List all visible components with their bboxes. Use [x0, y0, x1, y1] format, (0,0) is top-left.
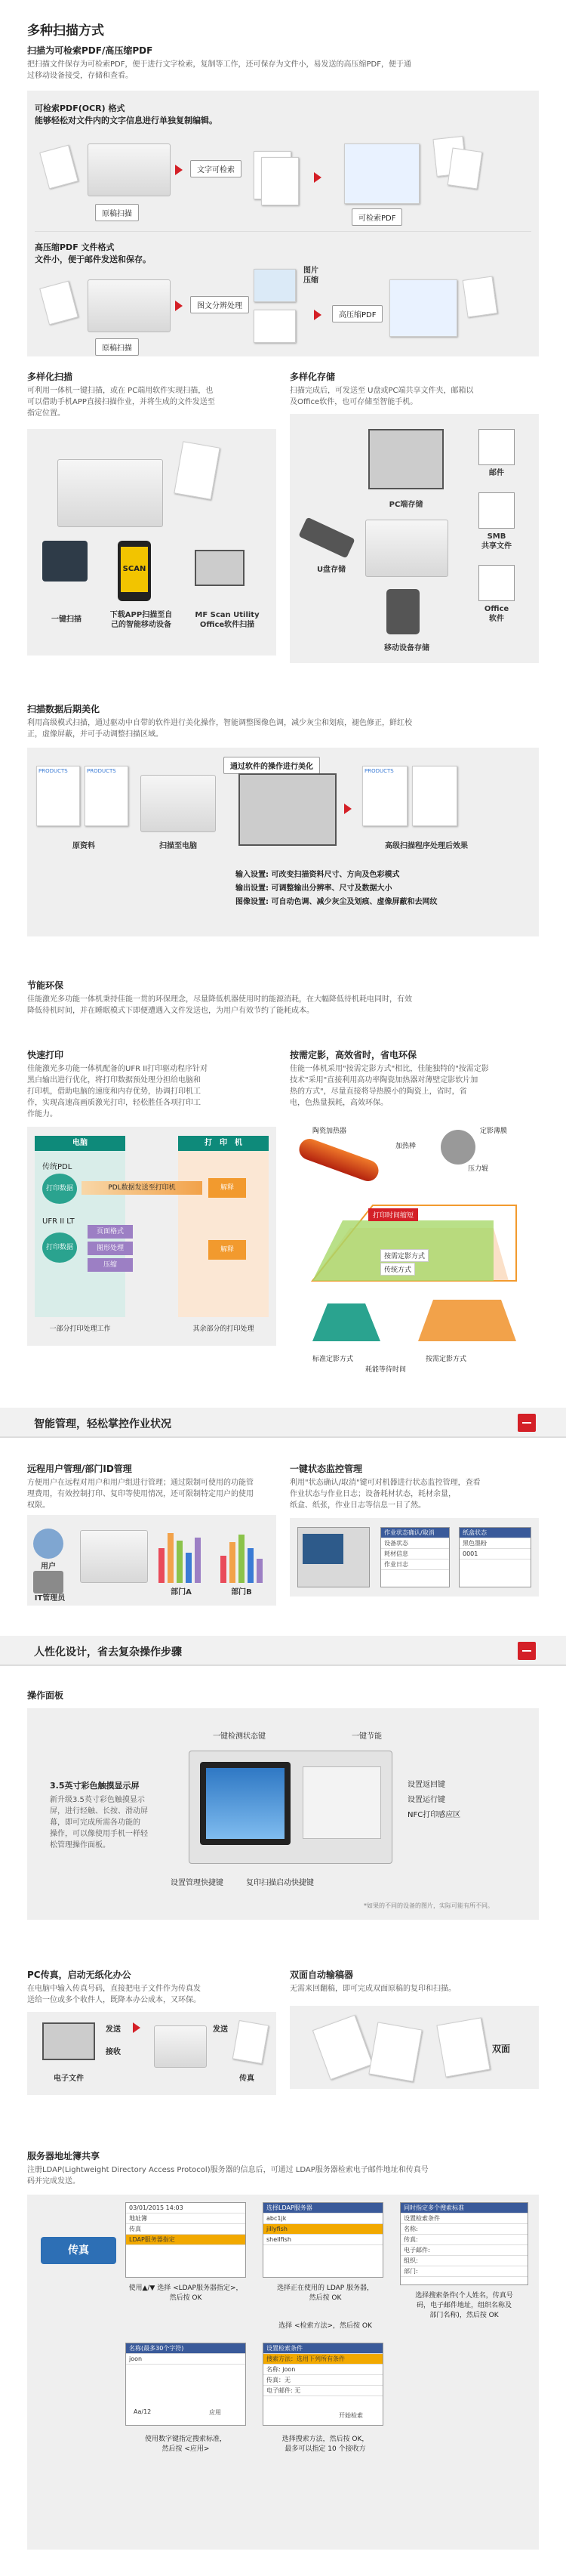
products-text: PRODUCTS [87, 768, 116, 774]
ui-row[interactable]: 传真 [126, 2224, 245, 2235]
ui-row: 传真：无 [263, 2375, 383, 2386]
result-doc-icon [412, 766, 457, 826]
title-beautify: 扫描数据后期美化 [27, 704, 100, 714]
desc-line: 佳能一体机采用"按需定影方式"相比，佳能独特的"按需定影 [290, 1065, 489, 1073]
title-on-demand: 按需定影，高效省时，省电环保 [290, 1050, 417, 1060]
film-label: 定影薄膜 [480, 1128, 508, 1135]
ui-row[interactable]: jillyfish [263, 2224, 383, 2235]
image-format: 图形处理 [88, 1242, 133, 1255]
hc-out-label: 高压缩PDF [332, 305, 383, 322]
pdl-process: 解释 [208, 1178, 246, 1198]
monitor-icon [238, 773, 337, 846]
panel-note: *如果的不同的设备的图片，实际可能有所不同。 [364, 1902, 494, 1909]
desc-line: 注册LDAP(Lightweight Directory Access Protocol)服务器的信息后，可通过 LDAP服务器检索电子邮件地址和传真号 [27, 2166, 429, 2174]
desc-line: 可利用一体机一键扫描，或在 PC端用软件实现扫描，也 [27, 387, 214, 395]
ocr-out-label: 可检索PDF [352, 208, 402, 226]
desc-pdf [27, 59, 540, 82]
deptA-label: 部门A [171, 1588, 192, 1597]
desc-line: 及Office软件，也可存储至智能手机。 [290, 398, 418, 406]
ldap-caption-2 [254, 2284, 397, 2303]
app-line: 下载APP扫描至自 [109, 611, 173, 619]
office-line: 软件 [489, 615, 504, 623]
desc-line: 指定位置。 [27, 409, 65, 418]
heater-label: 陶瓷加热器 [312, 1128, 347, 1135]
ui-row: 电子邮件: 无 [263, 2386, 383, 2396]
user-icon [33, 1529, 63, 1559]
setting-item: 图像设置: 可自动色调、减少灰尘及划痕、虚像屏蔽和去网纹 [235, 898, 438, 906]
cap-line: 选择正在使用的 LDAP 服务器， [276, 2284, 374, 2292]
cap-line: 码，电子邮件地址，组织名称及 [416, 2302, 512, 2309]
ui-key[interactable]: 开始检索 [339, 2412, 363, 2419]
pdl-data-circle: 打印数据 [42, 1174, 77, 1204]
duplex-label: 双面 [492, 2044, 511, 2054]
ui-row[interactable]: 传真: [401, 2235, 528, 2245]
ui-row: 0001 [460, 1549, 531, 1559]
printer-icon [154, 2025, 207, 2068]
ui-key[interactable]: 应用 [209, 2409, 221, 2416]
ui-row[interactable]: 组织: [401, 2256, 528, 2266]
pc-monitor-icon [368, 429, 444, 489]
arrow-right-icon [314, 172, 321, 183]
ui-row: 同时指定多个搜索标准 [401, 2203, 528, 2214]
key-status-label: 一键检测状态键 [213, 1732, 266, 1741]
mail-icon [478, 429, 515, 465]
it-admin-icon [33, 1571, 63, 1593]
desc-line: 新升级3.5英寸彩色触摸显示 [50, 1796, 145, 1804]
hc-pdf-screen-icon [389, 279, 457, 337]
lcd-screen[interactable] [206, 1768, 285, 1839]
setting-item: 输出设置: 可调整输出分辨率、尺寸及数据大小 [235, 884, 392, 893]
printer-icon [140, 775, 216, 832]
title-ldap: 服务器地址簿共享 [27, 2151, 100, 2161]
desc-line: 方便用户在远程对用户和用户组进行管理；通过限制可使用的功能管 [27, 1479, 254, 1487]
output-page-icon [463, 276, 498, 317]
desc-line: 松管理操作面板。 [50, 1841, 110, 1849]
fax-key[interactable]: 传真 [41, 2237, 116, 2264]
mf-line: MF Scan Utility [195, 611, 260, 619]
ui-row[interactable]: 作业状态确认/取消 [381, 1528, 449, 1538]
ui-row: 03/01/2015 14:03 [126, 2203, 245, 2214]
ocr-pdf-screen-icon [344, 143, 420, 204]
desc-line: 扫描完成后，可发送至 U盘或PC端共享文件夹，邮箱以 [290, 387, 474, 395]
ufr-data-circle: 打印数据 [42, 1232, 77, 1263]
control-panel-panel [27, 1708, 539, 1920]
ufr-process: 解释 [208, 1240, 246, 1260]
mf-label [186, 610, 269, 630]
desc-line: 屏，进行轻触、长按、滑动屏 [50, 1807, 148, 1816]
ldap-caption-4: 选择 <检索方法>，然后按 OK [278, 2322, 372, 2330]
hc-title: 高压缩PDF 文件格式 [35, 242, 115, 252]
desc-line: 利用高级模式扫描，通过驱动中自带的软件进行美化操作，智能调整图像色调，减少灰尘和划痕，褪色修正，鲜红校 [27, 719, 412, 727]
source-doc-icon [36, 766, 80, 826]
heat-time-label: 打印时间缩短 [368, 1208, 418, 1221]
it-label: IT管理员 [34, 1594, 66, 1603]
lcd-frame [200, 1762, 291, 1845]
page-format: 页面格式 [88, 1225, 133, 1239]
arrow-right-icon [314, 310, 321, 320]
usb-drive-icon [298, 517, 355, 559]
ui-row: 名称(最多30个字符) [126, 2343, 245, 2354]
desc-pc-fax [27, 1983, 276, 2006]
desc-line: 操作，可以像使用手机一样轻 [50, 1830, 148, 1838]
ocr-doc-icon [261, 157, 299, 205]
computer-header: 电脑 [35, 1136, 125, 1151]
send-label-2: 发送 [213, 2025, 228, 2034]
scan-app-screen: SCAN [121, 547, 148, 592]
original-doc-icon [39, 145, 78, 190]
ui-row: 设置检索条件 [263, 2343, 383, 2354]
pressure-label: 压力辊 [468, 1165, 489, 1173]
fast-print-panel [27, 1127, 276, 1346]
title-pc-fax: PC传真，启动无纸化办公 [27, 1970, 131, 1980]
ldap-caption-1 [110, 2284, 261, 2303]
one-key-label: 一键扫描 [51, 615, 82, 624]
monitor-icon [42, 2022, 95, 2060]
fax-label: 传真 [239, 2075, 254, 2083]
ui-row: 设置检索条件 [401, 2214, 528, 2224]
office-line: Office [484, 605, 509, 613]
multi-scan-panel [27, 429, 276, 656]
pc-part-label: 一部分打印处理工作 [49, 1325, 111, 1333]
ocr-desc: 能够轻松对文件内的文字信息进行单独复制编辑。 [35, 116, 217, 125]
status-ui-menu [380, 1527, 450, 1587]
desc-line: 权限。 [27, 1501, 50, 1510]
cap-line: 部门名称)，然后按 OK [429, 2312, 499, 2319]
compress: 压缩 [88, 1258, 133, 1272]
printer-icon [80, 1530, 148, 1583]
office-label [474, 604, 519, 624]
pdl-line: PDL数据发送至打印机 [82, 1181, 202, 1195]
desc-line: 送给一位或多个收件人，既降本办公成本，又环保。 [27, 1996, 201, 2004]
office-icon [478, 565, 515, 601]
printer-column [178, 1151, 269, 1317]
user-label: 用户 [41, 1563, 56, 1571]
panel-device-icon [297, 1527, 370, 1587]
section-title-scan-modes: 多种扫描方式 [27, 23, 104, 39]
cap-line: 然后按 OK [169, 2294, 202, 2302]
ui-row[interactable]: 搜索方法：选用下列所有条件 [263, 2354, 383, 2365]
desc-line: 理费用，有效控制打印、复印等使用情况，还可限制特定用户的使用 [27, 1490, 254, 1498]
hc-desc: 文件小，便于邮件发送和保存。 [35, 255, 151, 264]
cap-line: 选择搜索条件(个人姓名，传真号 [415, 2292, 513, 2300]
left-title-multi-scan: 多样化扫描 [27, 372, 73, 382]
key-run-label: 设置运行键 [408, 1796, 445, 1804]
smartphone-icon [118, 541, 151, 601]
desc-line: 黑白输出进行优化，将打印数据预处理分担给电脑和 [27, 1076, 201, 1084]
pc-label: PC端存储 [389, 501, 423, 509]
mail-label: 邮件 [489, 469, 504, 477]
usb-label: U盘存储 [316, 566, 346, 574]
hc-split-label: 图文分辨处理 [190, 296, 249, 313]
arrow-right-icon [344, 804, 352, 814]
image-layer-icon [254, 269, 296, 302]
desc-line: 码并完成发送。 [27, 2177, 80, 2186]
dept-bar-chart [155, 1526, 269, 1583]
ldap-caption-3 [400, 2291, 528, 2321]
printer-icon [57, 459, 163, 527]
nfc-label: NFC打印感应区 [408, 1811, 461, 1819]
section-bar-title: 智能管理，轻松掌控作业状况 [34, 1418, 171, 1430]
ocr-title: 可检索PDF(OCR) 格式 [35, 103, 125, 113]
smb-line: 共享文件 [481, 542, 512, 551]
title-control-panel: 操作面板 [27, 1690, 64, 1701]
send-label: 发送 [106, 2025, 121, 2034]
desc-line: 在电脑中输入传真号码，直接把电子文件作为传真发 [27, 1985, 201, 1993]
receive-label: 接收 [106, 2048, 121, 2056]
legend1: 按需定影方式 [380, 1249, 429, 1262]
legend2: 传统方式 [380, 1263, 415, 1276]
desc-multi-store [290, 385, 539, 408]
smb-line: SMB [487, 532, 506, 541]
status-ui-detail [459, 1527, 531, 1587]
desc-ldap [27, 2164, 540, 2187]
title-fast-print: 快速打印 [27, 1050, 64, 1060]
key-back-label: 设置返回键 [408, 1781, 445, 1789]
desc-line: 幕，即可完成所需各功能的 [50, 1819, 140, 1827]
collapse-button[interactable] [518, 1414, 536, 1432]
keypad[interactable] [303, 1766, 381, 1839]
duplex-page-icon [436, 2017, 490, 2077]
remote-management-panel [27, 1515, 276, 1606]
hc-img: 图片 [303, 267, 318, 275]
smb-label [474, 532, 519, 551]
desc-line: 作业状态与作业日志；设备耗材状态，耗材余量， [290, 1490, 456, 1498]
desc-line: 可以借助手机APP直接扫描作业，并将生成的文件发送至 [27, 398, 215, 406]
desc-remote-management [27, 1477, 276, 1511]
desc-fast-print [27, 1063, 276, 1120]
ocr-scan-label: 原稿扫描 [95, 204, 139, 221]
duplex-panel [290, 2006, 539, 2089]
section-bar-management [0, 1408, 566, 1438]
result-doc-icon [362, 766, 408, 826]
right-title-multi-store: 多样化存储 [290, 372, 336, 382]
mf-line: Office软件扫描 [199, 621, 255, 629]
ui-row[interactable]: LDAP服务器指定 [126, 2235, 245, 2245]
control-panel-icon [42, 541, 88, 582]
desc-eco [27, 994, 540, 1017]
printer-header: 打 印 机 [178, 1136, 269, 1151]
desc-multi-scan [27, 385, 276, 419]
ui-row[interactable]: 作业日志 [381, 1559, 449, 1570]
scanner-label: 扫描至电脑 [159, 842, 197, 850]
settings-list [235, 868, 522, 909]
software-label: 通过软件的操作进行美化 [223, 757, 320, 774]
pc-fax-panel [27, 2012, 276, 2095]
cap-line: 然后按 OK [309, 2294, 342, 2302]
ui-row[interactable]: 耗材信息 [381, 1549, 449, 1559]
key-eco-label: 一键节能 [352, 1732, 382, 1741]
smb-icon [478, 492, 515, 529]
printer-icon [88, 143, 171, 196]
ui-row[interactable]: shellfish [263, 2235, 383, 2245]
efile-label: 电子文件 [54, 2075, 84, 2083]
axis-label: 耗能等待时间 [365, 1366, 407, 1374]
cap-line: 选择搜索方法，然后按 OK， [281, 2436, 369, 2443]
hc-scan-label: 原稿扫描 [95, 338, 139, 356]
ldap-caption-6 [254, 2435, 397, 2454]
film-icon [441, 1130, 475, 1165]
desc-line: 佳能激光多功能一体机配备的UFR II打印驱动程序针对 [27, 1065, 208, 1073]
lcd-title: 3.5英寸彩色触摸显示屏 [50, 1781, 140, 1791]
control-panel-device [189, 1751, 392, 1864]
arrow-right-icon [175, 165, 183, 175]
desc-line: 正，虚像屏蔽，并可手动调整扫描区域。 [27, 730, 163, 739]
ldap-ui-2 [263, 2202, 383, 2278]
desc-line: 技术"采用"直接利用高功率陶瓷加热器对薄壁定影软片加 [290, 1076, 478, 1084]
desc-line: 纸盒、纸张，作业日志等信息一目了然。 [290, 1501, 426, 1510]
beautify-panel [27, 748, 539, 936]
duplex-page-icon [312, 2015, 373, 2080]
desc-line: 佳能激光多功能一体机秉持佳能一贯的环保理念，尽量降低机器使用时的能源消耗，在大幅降低待机耗电同时，有效 [27, 995, 412, 1004]
desc-line: 过移动设备接受，存储和查看。 [27, 72, 133, 80]
desc-duplex: 无需来回翻稿，即可完成双面原稿的复印和扫描。 [290, 1985, 456, 1993]
printer-part-label: 其余部分的打印处理 [192, 1325, 254, 1333]
hc-cmp: 压缩 [303, 276, 318, 285]
title-duplex: 双面自动输稿器 [290, 1970, 354, 1980]
ui-row: 名称: joon [263, 2365, 383, 2375]
subtitle-pdf: 扫描为可检索PDF/高压缩PDF [27, 45, 153, 56]
monitor-icon [195, 550, 245, 586]
pdl-label: 传统PDL [42, 1163, 72, 1171]
ui-row[interactable]: 名称: [401, 2224, 528, 2235]
text-layer-icon [254, 310, 296, 343]
hc-img-label [303, 266, 334, 285]
duplex-page-icon [368, 2022, 422, 2081]
arrow-right-icon [175, 301, 183, 311]
ondemand-label: 按需定影方式 [426, 1356, 467, 1363]
original-doc-icon [39, 281, 78, 325]
collapse-button[interactable] [518, 1642, 536, 1660]
ldap-ui-4 [125, 2343, 246, 2426]
desc-line: 热的方式"，尽量直接将导热膜小的陶瓷上，省时，省 [290, 1087, 467, 1096]
std-label: 标准定影方式 [312, 1356, 354, 1363]
cap-line: 使用数字键指定搜索标准， [144, 2436, 226, 2443]
panel-screen [303, 1534, 343, 1564]
products-text: PRODUCTS [38, 768, 68, 774]
section-bar-title: 人性化设计，省去复杂操作步骤 [34, 1646, 182, 1658]
fax-doc-icon [232, 2020, 269, 2064]
deptB-label: 部门B [231, 1588, 252, 1597]
desc-line: 利用"状态确认/取消"键可对机器进行状态监控管理，查看 [290, 1479, 481, 1487]
mobile-icon [386, 589, 420, 634]
desc-status-monitor [290, 1477, 539, 1511]
multi-store-panel [290, 414, 539, 663]
ufr-label: UFR II LT [42, 1217, 75, 1226]
desc-line: 作，实现高速高画质激光打印，轻松胜任各项打印工 [27, 1099, 201, 1107]
desc-beautify [27, 717, 540, 740]
desc-line: 作能力。 [27, 1110, 57, 1118]
source-doc-icon [85, 766, 128, 826]
printer-icon [88, 279, 171, 332]
printer-icon [365, 520, 448, 577]
ui-row[interactable]: 地址簿 [126, 2214, 245, 2224]
arrow-right-icon [133, 2022, 140, 2033]
energy-chart [305, 1296, 524, 1349]
ui-row: 纸盒状态 [460, 1528, 531, 1538]
ui-row: 黑色墨粉 [460, 1538, 531, 1549]
desc-line: 打印机，借助电脑的速度和内存优势，协调打印机工 [27, 1087, 201, 1096]
ldap-ui-3 [400, 2202, 528, 2285]
on-demand-panel [290, 1115, 539, 1374]
ldap-ui-5 [263, 2343, 383, 2426]
lcd-desc [50, 1794, 178, 1851]
title-remote-management: 远程用户管理/部门ID管理 [27, 1464, 132, 1474]
document-icon [174, 441, 220, 500]
roller-label: 加热棒 [395, 1143, 417, 1150]
key-copy-scan-label: 复印扫描启动快捷键 [246, 1879, 314, 1887]
ocr-text-label: 文字可检索 [190, 160, 241, 177]
ldap-ui-1 [125, 2202, 246, 2278]
ui-row: 选择LDAP服务器 [263, 2203, 383, 2214]
mobile-label: 移动设备存储 [384, 644, 429, 652]
title-eco: 节能环保 [27, 980, 64, 991]
desc-line: 电，色热量损耗，高效环保。 [290, 1099, 388, 1107]
setting-item: 输入设置: 可改变扫描资料尺寸、方向及色彩模式 [235, 871, 400, 879]
ldap-caption-5 [110, 2435, 261, 2454]
status-monitor-panel [290, 1518, 539, 1597]
ui-row[interactable]: 设备状态 [381, 1538, 449, 1549]
cap-line: 然后按 <应用> [161, 2445, 210, 2453]
app-label [100, 610, 183, 630]
result-label: 高级扫描程序处理后效果 [385, 842, 468, 850]
cap-line: 使用▲/▼ 选择 <LDAP服务器指定>， [128, 2284, 243, 2292]
ui-key[interactable]: Aa/12 [134, 2408, 152, 2415]
ui-row[interactable]: abc1jk [263, 2214, 383, 2224]
roller-icon [297, 1136, 382, 1184]
cap-line: 最多可以指定 10 个接收方 [285, 2445, 366, 2453]
app-line: 己的智能移动设备 [111, 621, 171, 629]
output-page-icon [448, 147, 483, 189]
source-label: 原资料 [72, 842, 95, 850]
title-status-monitor: 一键状态监控管理 [290, 1464, 363, 1474]
key-manage-label: 设置管理快捷键 [171, 1879, 223, 1887]
divider [35, 231, 531, 232]
products-text: PRODUCTS [365, 768, 394, 774]
ldap-panel [27, 2195, 539, 2550]
desc-line: 把扫描文件保存为可检索PDF，便于进行文字检索，复制等工作，还可保存为文件小，易发送的高压缩PDF，便于通 [27, 60, 411, 69]
ui-row[interactable]: 电子邮件: [401, 2245, 528, 2256]
ui-input[interactable]: joon [126, 2354, 245, 2365]
ui-row[interactable]: 部门: [401, 2266, 528, 2277]
pdf-panel [27, 91, 539, 356]
desc-on-demand [290, 1063, 539, 1109]
section-bar-design [0, 1636, 566, 1666]
desc-line: 降低待机时间，并在睡眠模式下即便遭遇入文件发送也，为用户有效节约了能耗成本。 [27, 1007, 314, 1015]
